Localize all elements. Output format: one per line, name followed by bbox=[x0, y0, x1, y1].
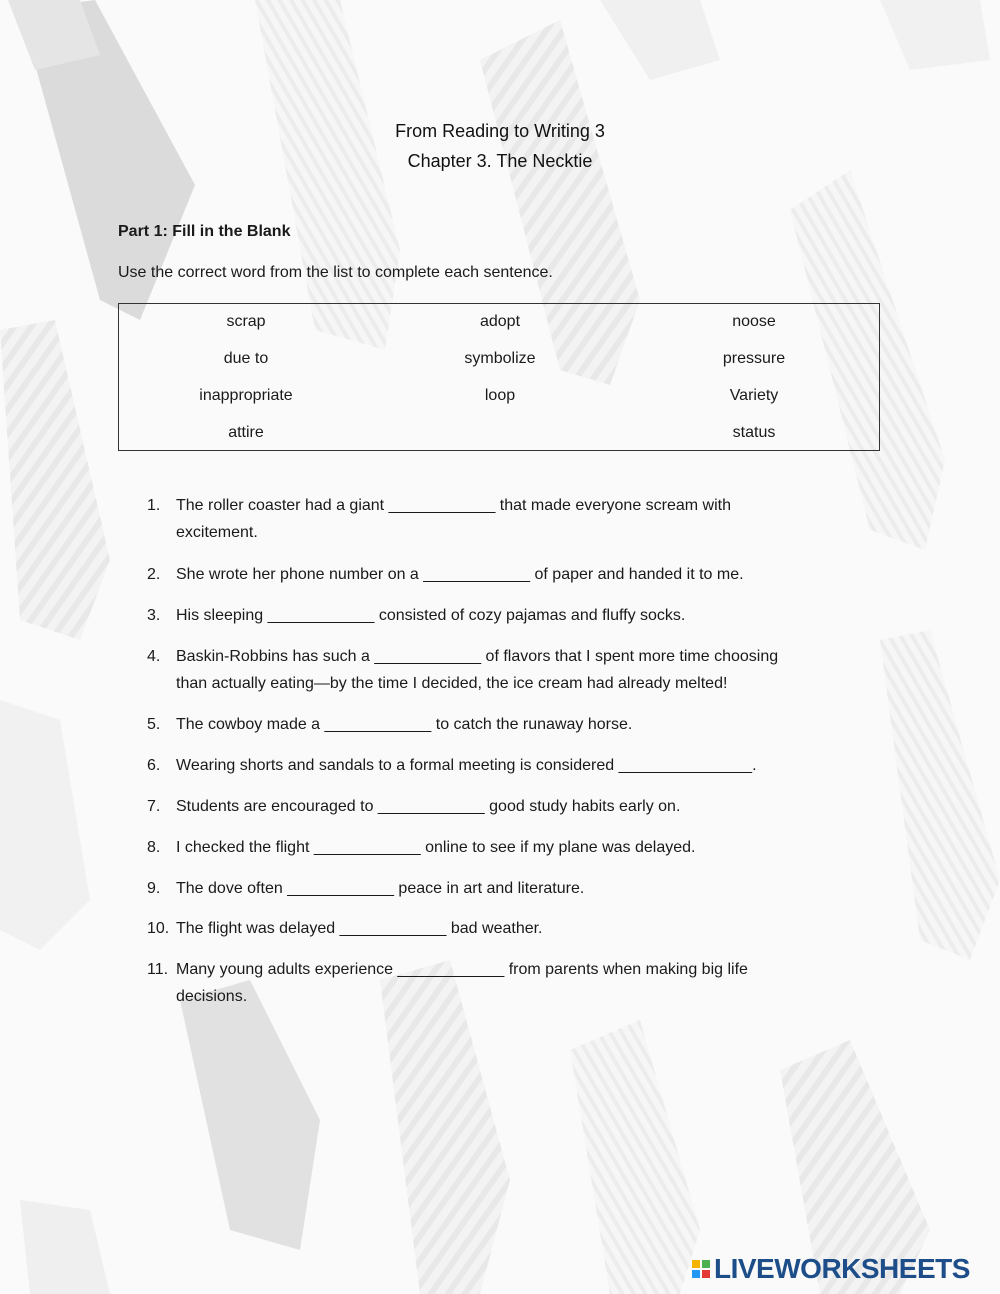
word-bank-word: symbolize bbox=[464, 350, 536, 367]
logo-text: LIVEWORKSHEETS bbox=[714, 1253, 970, 1284]
word-bank-row bbox=[119, 313, 881, 337]
word-bank-row bbox=[119, 387, 881, 411]
word-bank-word: inappropriate bbox=[199, 387, 293, 404]
logo-squares-icon bbox=[692, 1260, 710, 1278]
word-bank-row bbox=[119, 424, 881, 448]
question-number: 11. bbox=[147, 961, 169, 978]
question-text-continued: decisions. bbox=[176, 988, 248, 1005]
question-text: I checked the flight ____________ online to see if my plane was delayed. bbox=[176, 839, 696, 856]
question-number: 5. bbox=[147, 716, 161, 733]
instructions: Use the correct word from the list to complete each sentence. bbox=[118, 264, 553, 281]
question-text: The roller coaster had a giant ____________ that made everyone scream with bbox=[176, 497, 732, 514]
word-bank-word: adopt bbox=[479, 313, 521, 330]
word-bank-word: pressure bbox=[722, 350, 786, 367]
word-bank-word: due to bbox=[223, 350, 269, 367]
part-heading: Part 1: Fill in the Blank bbox=[118, 223, 291, 240]
question-text: The flight was delayed ____________ bad weather. bbox=[176, 920, 543, 937]
question-number: 9. bbox=[147, 880, 161, 897]
question-text: Students are encouraged to ____________ good study habits early on. bbox=[176, 798, 681, 815]
question-number: 8. bbox=[147, 839, 161, 856]
question-text-continued: excitement. bbox=[176, 524, 258, 541]
word-bank-row bbox=[119, 350, 881, 374]
word-bank-word: Variety bbox=[729, 387, 779, 404]
word-bank-word: scrap bbox=[226, 313, 266, 330]
question-text-continued: than actually eating—by the time I decided, the ice cream had already melted! bbox=[176, 675, 728, 692]
word-bank-word: loop bbox=[484, 387, 516, 404]
question-text: The cowboy made a ____________ to catch the runaway horse. bbox=[176, 716, 633, 733]
question-text: Many young adults experience ____________ from parents when making big life bbox=[176, 961, 748, 978]
word-bank-word: attire bbox=[228, 424, 264, 441]
question-number: 6. bbox=[147, 757, 161, 774]
question-number: 10. bbox=[147, 920, 170, 937]
question-text: Baskin-Robbins has such a ____________ of flavors that I spent more time choosing bbox=[176, 648, 779, 665]
worksheet-title: From Reading to Writing 3 bbox=[395, 121, 605, 141]
question-number: 7. bbox=[147, 798, 161, 815]
question-text: His sleeping ____________ consisted of cozy pajamas and fluffy socks. bbox=[176, 607, 686, 624]
question-text: She wrote her phone number on a ____________ of paper and handed it to me. bbox=[176, 566, 744, 583]
question-number: 1. bbox=[147, 497, 161, 514]
word-bank bbox=[118, 303, 880, 451]
question-text: The dove often ____________ peace in art and literature. bbox=[176, 880, 585, 897]
question-number: 2. bbox=[147, 566, 161, 583]
liveworksheets-logo[interactable] bbox=[692, 1253, 970, 1285]
question-number: 3. bbox=[147, 607, 161, 624]
question-text: Wearing shorts and sandals to a formal meeting is considered _______________. bbox=[176, 757, 757, 774]
word-bank-word: noose bbox=[732, 313, 776, 330]
word-bank-word: status bbox=[732, 424, 776, 441]
worksheet-subtitle: Chapter 3. The Necktie bbox=[407, 151, 593, 171]
question-number: 4. bbox=[147, 648, 161, 665]
